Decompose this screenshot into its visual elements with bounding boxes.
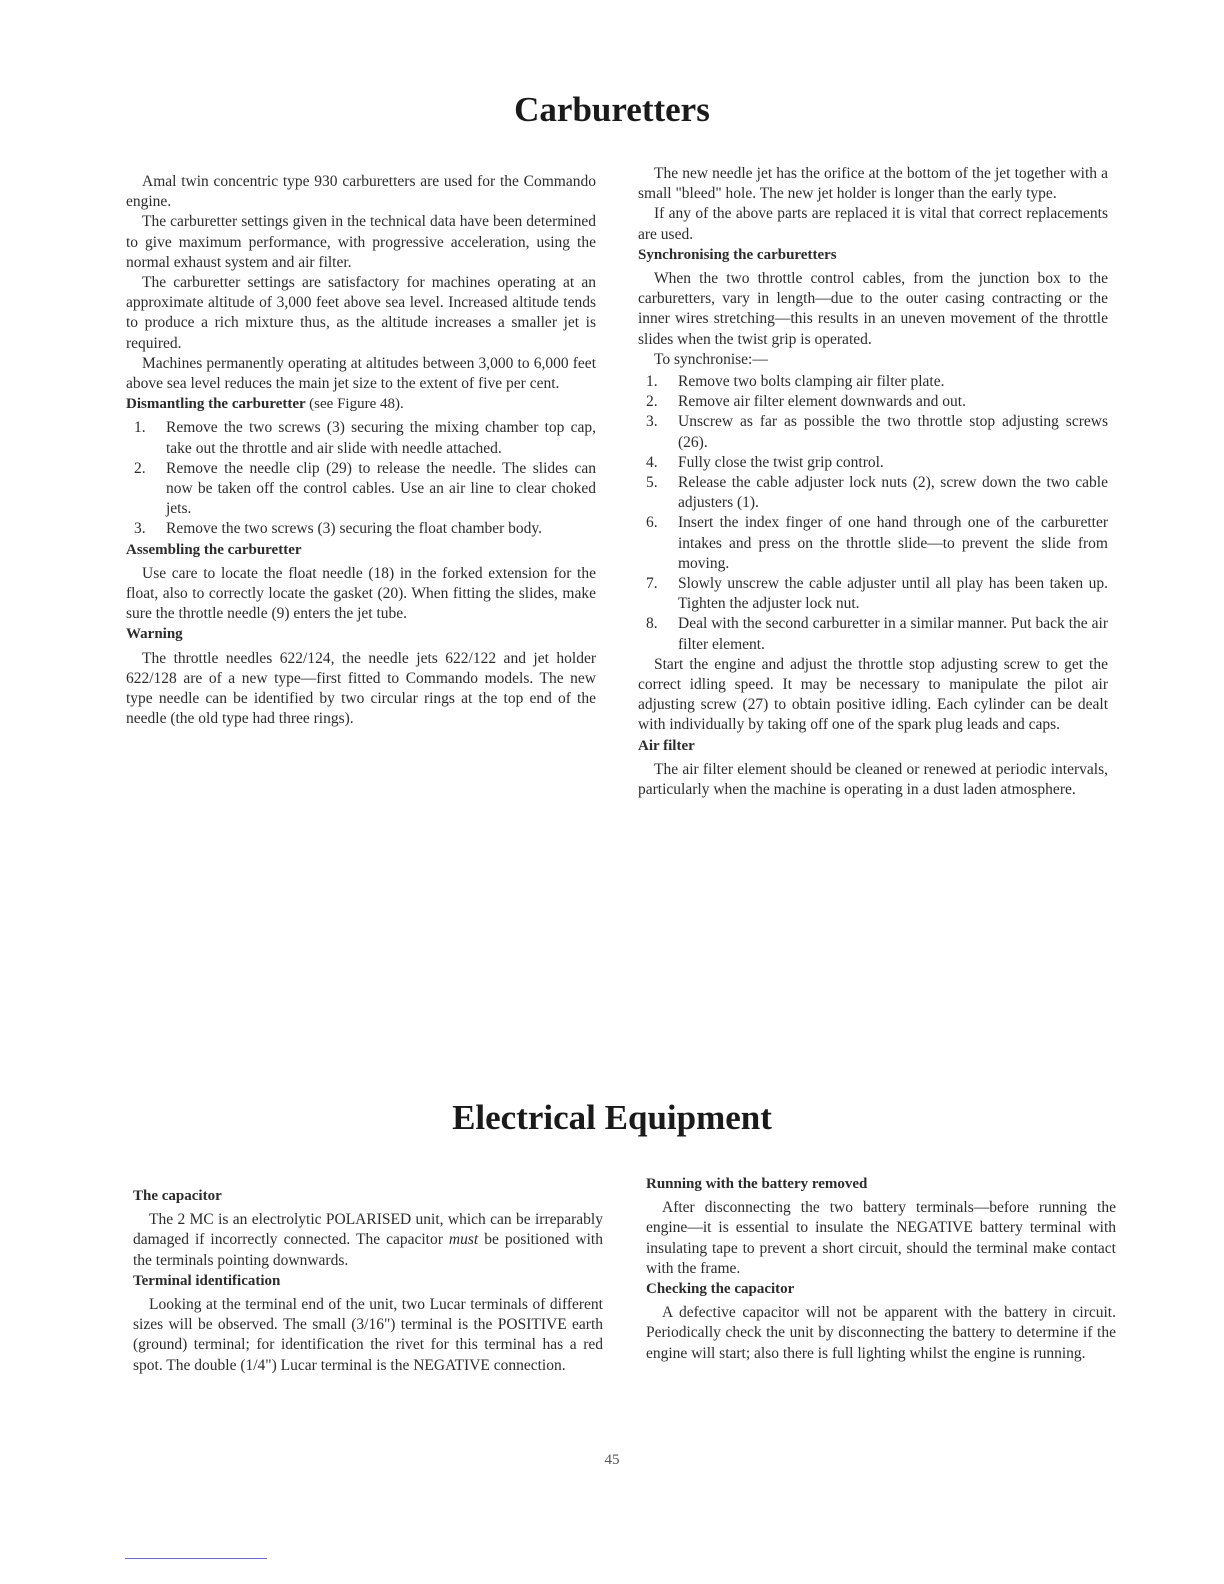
step-number: 1. <box>646 373 658 391</box>
assembling-text: Use care to locate the float needle (18) in the forked extension for the float, also to correctly locate the gasket (20). When fitting the slides, make sure the throttle needle (9) enters the jet tube. <box>126 564 596 623</box>
list-item <box>126 459 596 520</box>
list-item <box>638 614 1108 654</box>
dismantling-heading-text: Dismantling the carburetter <box>126 396 306 413</box>
step-number: 8. <box>646 615 658 633</box>
electrical-title: Electrical Equipment <box>452 1098 772 1137</box>
electrical-right-column <box>646 1174 1116 1364</box>
step-text: Remove two bolts clamping air filter plate. <box>678 373 945 391</box>
carburetters-right-column <box>638 164 1108 800</box>
warning-text: The throttle needles 622/124, the needle jets 622/122 and jet holder 622/128 are of a new type—first fitted to Commando models. The new type needle can be identified by two circular rings at the top end of the needle (the old type had three rings). <box>126 649 596 728</box>
terminal-text: Looking at the terminal end of the unit, two Lucar terminals of different sizes will be observed. The small (3/16") terminal is the POSITIVE earth (ground) terminal; for identification the rivet for this terminal has a red spot. The double (1/4") Lucar terminal is the NEGATIVE connection. <box>133 1296 603 1374</box>
list-item <box>638 473 1108 513</box>
step-text: Remove the two screws (3) securing the mixing chamber top cap, take out the throttle and air slide with needle attached. <box>166 419 596 457</box>
list-item <box>638 574 1108 614</box>
list-item <box>638 412 1108 452</box>
step-text: Deal with the second carburetter in a similar manner. Put back the air filter element. <box>678 615 1108 653</box>
synchronising-lead: To synchronise:— <box>654 350 768 368</box>
footer-rule <box>125 1558 267 1559</box>
list-item <box>638 453 1108 473</box>
electrical-left-column <box>133 1186 603 1376</box>
step-text: Unscrew as far as possible the two throttle stop adjusting screws (26). <box>678 413 1108 451</box>
step-text: Remove the two screws (3) securing the float chamber body. <box>166 520 543 538</box>
synchronising-steps <box>638 372 1108 655</box>
checking-text: A defective capacitor will not be apparent with the battery in circuit. Periodically check the unit by disconnecting the battery to determine if the engine will start; also there is full lighting whilst the engine is running. <box>646 1304 1116 1362</box>
capacitor-heading: The capacitor <box>133 1188 222 1204</box>
running-text: After disconnecting the two battery terminals—before running the engine—it is essential to insulate the NEGATIVE battery terminal with insulating tape to prevent a short circuit, should the terminal make contact with the frame. <box>646 1199 1116 1277</box>
list-item <box>126 519 596 539</box>
list-item <box>126 418 596 458</box>
step-text: Fully close the twist grip control. <box>678 453 884 471</box>
step-number: 3. <box>134 520 146 538</box>
list-item <box>638 392 1108 412</box>
step-number: 7. <box>646 575 658 593</box>
synchronising-text: When the two throttle control cables, from the junction box to the carburetters, vary in length—due to the outer casing contracting or the inner wires stretching—this results in an uneven movement of the throttle slides when the twist grip is operated. <box>638 270 1108 348</box>
checking-heading: Checking the capacitor <box>646 1281 795 1298</box>
page-number: 45 <box>604 1452 620 1468</box>
needle-jet-paragraph: The new needle jet has the orifice at the bottom of the jet together with a small "bleed" hole. The new jet holder is longer than the early type. <box>638 165 1108 203</box>
running-heading: Running with the battery removed <box>646 1176 868 1192</box>
capacitor-text-part: be positioned with the terminals pointing downwards. <box>133 1231 603 1269</box>
list-item <box>638 372 1108 392</box>
intro-paragraph: Machines permanently operating at altitudes between 3,000 to 6,000 feet above sea level reduces the main jet size to the extent of five per cent. <box>126 354 596 393</box>
step-text: Remove the needle clip (29) to release the needle. The slides can now be taken off the control cables. Use an air line to clear choked jets. <box>166 459 596 518</box>
step-text: Remove air filter element downwards and out. <box>678 393 966 411</box>
terminal-heading: Terminal identification <box>133 1272 281 1289</box>
step-text: Slowly unscrew the cable adjuster until all play has been taken up. Tighten the adjuster lock nut. <box>678 575 1108 613</box>
carburetters-title: Carburetters <box>514 90 710 129</box>
capacitor-text <box>133 1210 603 1271</box>
capacitor-text-emphasis: must <box>448 1231 479 1249</box>
synchronising-heading: Synchronising the carburetters <box>638 246 837 263</box>
assembling-heading: Assembling the carburetter <box>126 541 302 558</box>
dismantling-heading-note: (see Figure 48). <box>309 396 404 413</box>
step-number: 1. <box>134 419 146 437</box>
synchronising-closing: Start the engine and adjust the throttle stop adjusting screw to get the correct idling speed. It may be necessary to manipulate the pilot air adjusting screw (27) to obtain positive idling. Each cylinder can be dealt with individually by taking off one of the spark plug leads and caps. <box>638 655 1108 734</box>
intro-paragraph: The carburetter settings are satisfactory for machines operating at an approximate altitude of 3,000 feet above sea level. Increased altitude tends to produce a rich mixture thus, as the altitude increases a smaller jet is required. <box>126 274 596 352</box>
air-filter-text: The air filter element should be cleaned or renewed at periodic intervals, particularly when the machine is operating in a dust laden atmosphere. <box>638 760 1108 799</box>
intro-paragraph: Amal twin concentric type 930 carburetters are used for the Commando engine. <box>126 173 596 211</box>
step-text: Insert the index finger of one hand through one of the carburetter intakes and press on the throttle slide—to prevent the slide from moving. <box>678 514 1108 572</box>
step-number: 2. <box>134 459 146 477</box>
dismantling-steps <box>126 418 596 539</box>
intro-paragraph: The carburetter settings given in the technical data have been determined to give maximum performance, with progressive acceleration, using the normal exhaust system and air filter. <box>126 213 596 271</box>
capacitor-text-part: The 2 MC is an electrolytic POLARISED unit, which can be irreparably damaged if incorrectly connected. The capacitor <box>133 1211 603 1249</box>
step-number: 6. <box>646 514 658 532</box>
replacement-paragraph: If any of the above parts are replaced it is vital that correct replacements are used. <box>638 205 1108 243</box>
list-item <box>638 513 1108 574</box>
dismantling-heading <box>126 394 596 414</box>
air-filter-heading: Air filter <box>638 737 695 754</box>
step-number: 4. <box>646 453 658 471</box>
step-text: Release the cable adjuster lock nuts (2), screw down the two cable adjusters (1). <box>678 474 1108 512</box>
carburetters-left-column <box>126 172 596 729</box>
step-number: 2. <box>646 393 658 411</box>
step-number: 3. <box>646 413 658 431</box>
step-number: 5. <box>646 474 658 492</box>
warning-heading: Warning <box>126 626 183 643</box>
